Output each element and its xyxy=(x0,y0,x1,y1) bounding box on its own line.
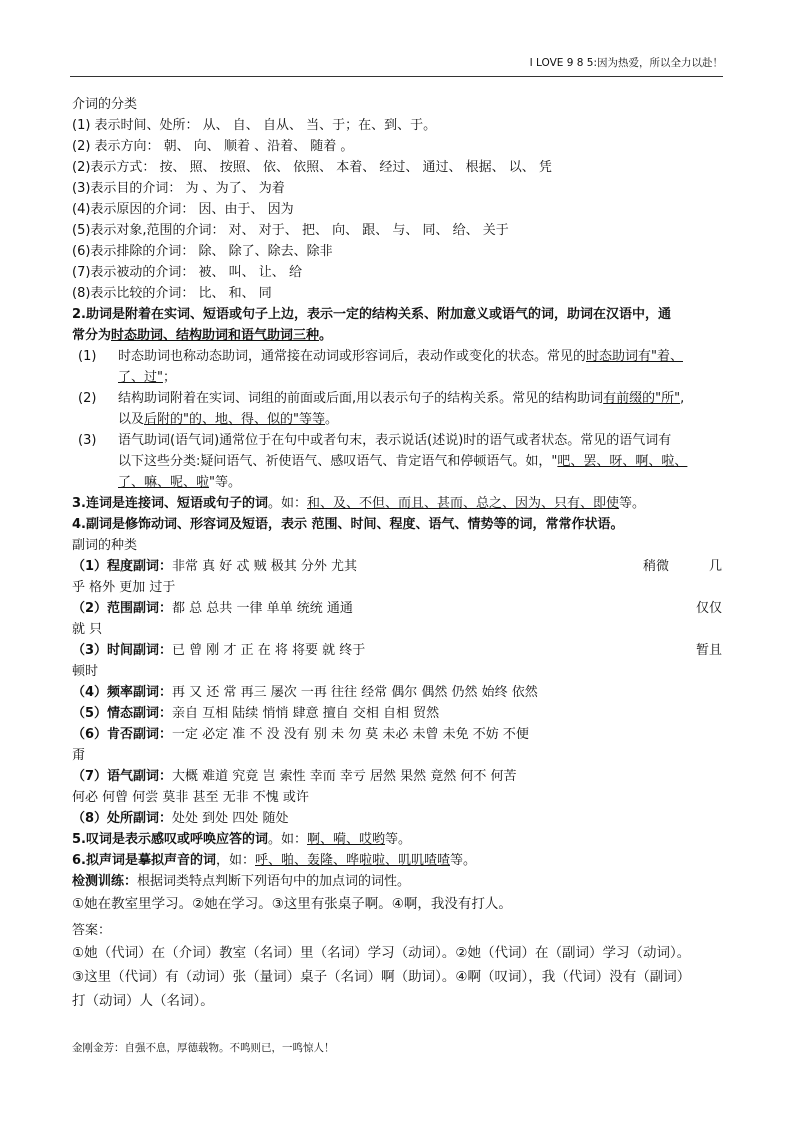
adv-row-cont: 乎 格外 更加 过于 xyxy=(72,580,176,595)
answer-title: 答案： xyxy=(72,923,112,938)
aux-heading: 2.助词是附着在实词、短语或句子上边，表示一定的结构关系、附加意义或语气的词，助词在汉语中，通 xyxy=(72,307,671,322)
interj-line: 5.叹词是表示感叹或呼唤应答的词。如：啊、嗬、哎哟等。 xyxy=(72,832,412,847)
adv-row: （8）处所副词：处处 到处 四处 随处 xyxy=(72,811,289,826)
prep-line: (3)表示目的介词： 为 、为了、 为着 xyxy=(72,181,285,196)
adv-row: （3）时间副词：已 曾 刚 才 正 在 将 将要 就 终于 暂且 xyxy=(72,643,722,658)
document-body xyxy=(72,94,722,1013)
aux-heading-cont: 常分为时态助词、结构助词和语气助词三种。 xyxy=(72,328,333,343)
page-header xyxy=(70,56,723,77)
page-footer xyxy=(72,1040,335,1055)
prep-line: (5)表示对象,范围的介词： 对、 对于、 把、 向、 跟、 与、 同、 给、 关于 xyxy=(72,223,509,238)
prep-line: (1) 表示时间、处所： 从、 自、 自从、 当、于；在、到、于。 xyxy=(72,118,437,133)
answer-line: 打（动词）人（名词）。 xyxy=(72,993,214,1009)
conj-line: 3.连词是连接词、短语或句子的词。如：和、及、不但、而且、甚而、总之、因为、只有、即使等。 xyxy=(72,496,646,511)
prep-line: (4)表示原因的介词： 因、由于、 因为 xyxy=(72,202,294,217)
adv-row: （2）范围副词：都 总 总共 一律 单单 统统 通通 仅仅 xyxy=(72,601,722,616)
adv-row: （7）语气副词：大概 难道 究竟 岂 索性 幸而 幸亏 居然 果然 竟然 何不 何苦 xyxy=(72,769,517,784)
prep-line: (2)表示方式： 按、 照、 按照、 依、 依照、 本着、 经过、 通过、 根据、 以、 凭 xyxy=(72,160,552,175)
prep-line: (8)表示比较的介词： 比、 和、 同 xyxy=(72,286,272,301)
answer-line: ③这里（代词）有（动词）张（量词）桌子（名词）啊（助词）。④啊（叹词），我（代词）没有（副词） xyxy=(72,969,691,985)
aux-item-cont: 以及后附的"的、地、得、似的"等等。 xyxy=(118,412,338,427)
adv-heading: 4.副词是修饰动词、形容词及短语，表示 范围、时间、程度、语气、情势等的词，常常作状语。 xyxy=(72,517,624,532)
footer-text: 金刚金芳：自强不息，厚德载物。不鸣则已，一鸣惊人！ xyxy=(72,1042,335,1054)
section-title: 介词的分类 xyxy=(72,97,138,112)
adv-row: （4）频率副词：再 又 还 常 再三 屡次 一再 往往 经常 偶尔 偶然 仍然 始终 依然 xyxy=(72,685,538,700)
adv-row: （5）情态副词：亲自 互相 陆续 悄悄 肆意 擅自 交相 自相 贸然 xyxy=(72,706,440,721)
aux-item-cont: 了、过"； xyxy=(118,370,176,385)
adv-row-cont: 甭 xyxy=(72,748,86,763)
header-text: I LOVE 9 8 5:因为热爱，所以全力以赴！ xyxy=(529,57,723,69)
test-question: ①她在教室里学习。②她在学习。③这里有张桌子啊。④啊，我没有打人。 xyxy=(72,896,512,912)
adv-row: （6）肯否副词：一定 必定 准 不 没 没有 别 未 勿 莫 未必 未曾 未免 不妨 不便 xyxy=(72,727,529,742)
aux-item: (2) 结构助词附着在实词、词组的前面或后面,用以表示句子的结构关系。常见的结构助词有前缀的"所", xyxy=(78,391,685,406)
prep-line: (6)表示排除的介词： 除、 除了、除去、除非 xyxy=(72,244,333,259)
adv-row-cont: 就 只 xyxy=(72,622,103,637)
aux-item-cont: 了、嘛、呢、啦"等。 xyxy=(118,475,241,490)
answer-line: ①她（代词）在（介词）教室（名词）里（名词）学习（动词）。②她（代词）在（副词）学习（动词）。 xyxy=(72,945,691,961)
prep-line: (2) 表示方向： 朝、 向、 顺着 、沿着、 随着 。 xyxy=(72,139,354,154)
aux-item-cont: 以下这些分类:疑问语气、祈使语气、感叹语气、肯定语气和停顿语气。如，"吧、罢、呀、啊、啦、 xyxy=(118,454,688,469)
adv-kinds: 副词的种类 xyxy=(72,538,138,553)
prep-line: (7)表示被动的介词： 被、 叫、 让、 给 xyxy=(72,265,302,280)
adv-row-cont: 何必 何曾 何尝 莫非 甚至 无非 不愧 或许 xyxy=(72,790,309,805)
adv-row: （1）程度副词：非常 真 好 忒 贼 极其 分外 尤其 稍微 几 xyxy=(72,559,722,574)
onom-line: 6.拟声词是摹拟声音的词，如：呼、啪、轰隆、哗啦啦、叽叽喳喳等。 xyxy=(72,853,477,868)
adv-row-cont: 顿时 xyxy=(72,664,99,679)
test-heading: 检测训练：根据词类特点判断下列语句中的加点词的词性。 xyxy=(72,874,411,889)
aux-item: (1) 时态助词也称动态助词，通常接在动词或形容词后，表动作或变化的状态。常见的时态助词有"着、 xyxy=(78,349,683,364)
aux-item: (3) 语气助词(语气词)通常位于在句中或者句末，表示说话(述说)时的语气或者状态。常见的语气词有 xyxy=(78,433,672,448)
